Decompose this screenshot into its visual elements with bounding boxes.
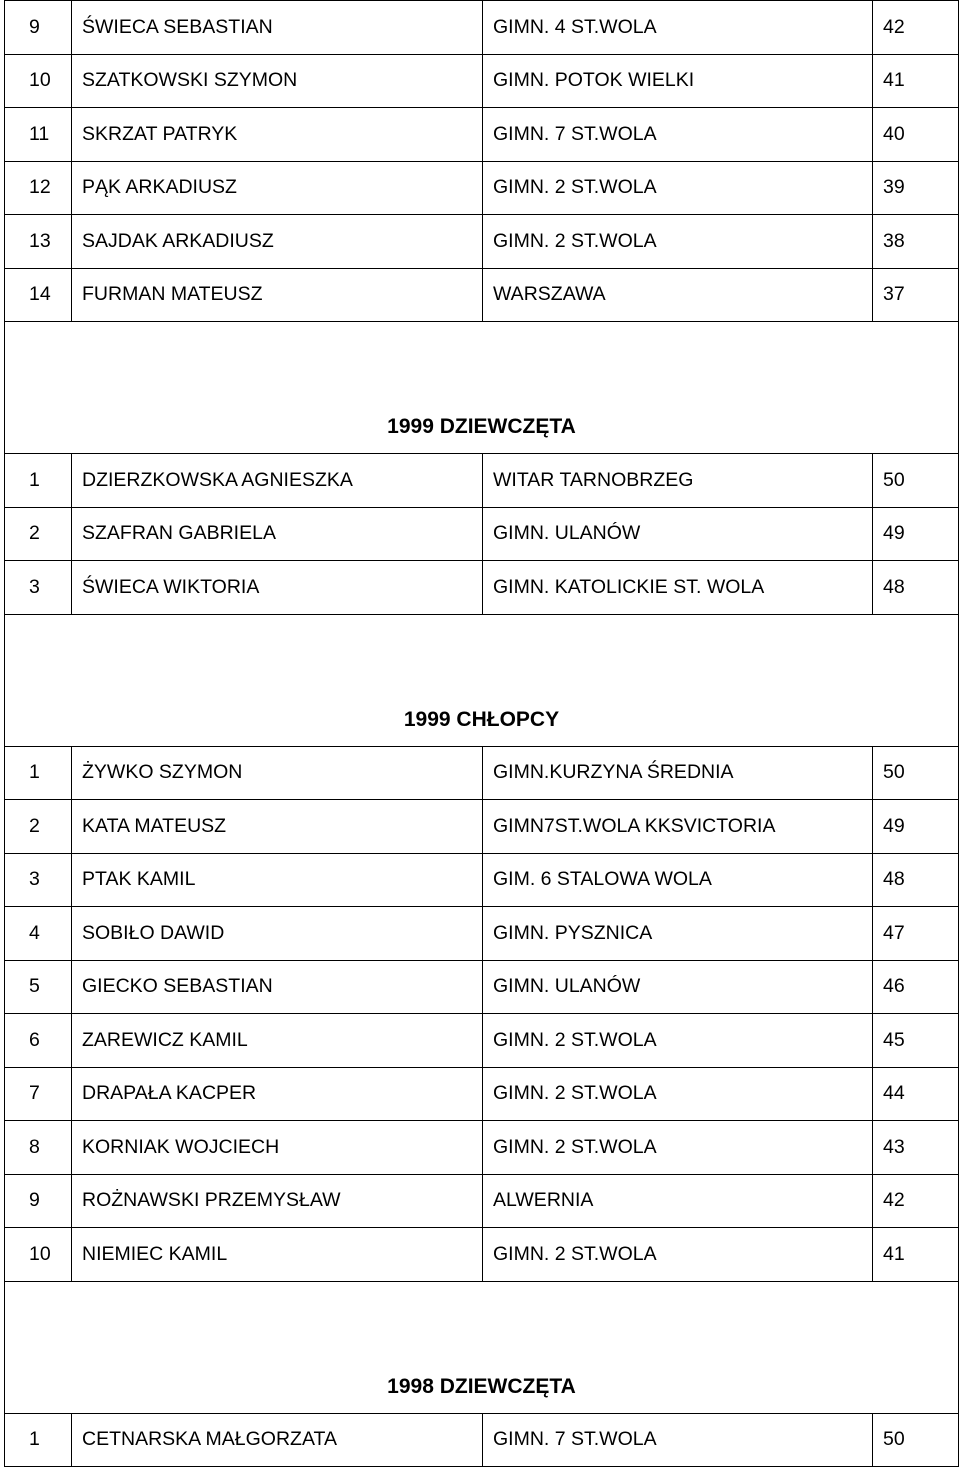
- place-cell: 9: [5, 1, 72, 55]
- table-row: [5, 454, 959, 508]
- name-cell: ŚWIECA SEBASTIAN: [72, 1, 483, 55]
- school-cell: GIMN. 7 ST.WOLA: [483, 108, 873, 162]
- name-cell: PĄK ARKADIUSZ: [72, 161, 483, 215]
- points-cell: 42: [873, 1, 959, 55]
- table-row: [5, 907, 959, 961]
- school-cell: GIMN. 2 ST.WOLA: [483, 215, 873, 269]
- name-cell: SZAFRAN GABRIELA: [72, 507, 483, 561]
- table-row: [5, 960, 959, 1014]
- section-heading: 1999 DZIEWCZĘTA: [5, 322, 959, 454]
- points-cell: 48: [873, 853, 959, 907]
- place-cell: 3: [5, 853, 72, 907]
- name-cell: FURMAN MATEUSZ: [72, 268, 483, 322]
- points-cell: 40: [873, 108, 959, 162]
- table-row: [5, 746, 959, 800]
- school-cell: GIMN. 7 ST.WOLA: [483, 1413, 873, 1467]
- school-cell: GIMN. 2 ST.WOLA: [483, 1228, 873, 1282]
- table-row: [5, 507, 959, 561]
- table-row: [5, 1014, 959, 1068]
- school-cell: GIMN. 2 ST.WOLA: [483, 1067, 873, 1121]
- points-cell: 44: [873, 1067, 959, 1121]
- name-cell: CETNARSKA MAŁGORZATA: [72, 1413, 483, 1467]
- name-cell: SKRZAT PATRYK: [72, 108, 483, 162]
- school-cell: GIMN7ST.WOLA KKSVICTORIA: [483, 800, 873, 854]
- name-cell: KATA MATEUSZ: [72, 800, 483, 854]
- points-cell: 42: [873, 1174, 959, 1228]
- table-row: [5, 1228, 959, 1282]
- place-cell: 4: [5, 907, 72, 961]
- place-cell: 10: [5, 1228, 72, 1282]
- table-row: [5, 800, 959, 854]
- points-cell: 49: [873, 800, 959, 854]
- name-cell: KORNIAK WOJCIECH: [72, 1121, 483, 1175]
- school-cell: GIM. 6 STALOWA WOLA: [483, 853, 873, 907]
- name-cell: GIECKO SEBASTIAN: [72, 960, 483, 1014]
- table-row: [5, 54, 959, 108]
- points-cell: 41: [873, 54, 959, 108]
- school-cell: GIMN. 2 ST.WOLA: [483, 1014, 873, 1068]
- place-cell: 7: [5, 1067, 72, 1121]
- section-heading-row: [5, 322, 959, 454]
- table-row: [5, 561, 959, 615]
- place-cell: 2: [5, 800, 72, 854]
- place-cell: 1: [5, 454, 72, 508]
- points-cell: 43: [873, 1121, 959, 1175]
- place-cell: 6: [5, 1014, 72, 1068]
- points-cell: 50: [873, 1413, 959, 1467]
- table-row: [5, 108, 959, 162]
- name-cell: SAJDAK ARKADIUSZ: [72, 215, 483, 269]
- points-cell: 47: [873, 907, 959, 961]
- school-cell: GIMN. ULANÓW: [483, 960, 873, 1014]
- name-cell: DRAPAŁA KACPER: [72, 1067, 483, 1121]
- name-cell: SOBIŁO DAWID: [72, 907, 483, 961]
- school-cell: GIMN. 4 ST.WOLA: [483, 1, 873, 55]
- points-cell: 48: [873, 561, 959, 615]
- table-row: [5, 161, 959, 215]
- section-heading-row: [5, 614, 959, 746]
- school-cell: ALWERNIA: [483, 1174, 873, 1228]
- name-cell: ŻYWKO SZYMON: [72, 746, 483, 800]
- points-cell: 38: [873, 215, 959, 269]
- name-cell: DZIERZKOWSKA AGNIESZKA: [72, 454, 483, 508]
- place-cell: 8: [5, 1121, 72, 1175]
- table-row: [5, 853, 959, 907]
- section-heading: 1999 CHŁOPCY: [5, 614, 959, 746]
- place-cell: 9: [5, 1174, 72, 1228]
- results-table-body: [5, 1, 959, 1467]
- table-row: [5, 215, 959, 269]
- school-cell: GIMN.KURZYNA ŚREDNIA: [483, 746, 873, 800]
- place-cell: 13: [5, 215, 72, 269]
- points-cell: 50: [873, 746, 959, 800]
- table-row: [5, 1, 959, 55]
- school-cell: GIMN. 2 ST.WOLA: [483, 161, 873, 215]
- table-row: [5, 1413, 959, 1467]
- points-cell: 46: [873, 960, 959, 1014]
- section-heading: 1998 DZIEWCZĘTA: [5, 1281, 959, 1413]
- table-row: [5, 1174, 959, 1228]
- place-cell: 1: [5, 746, 72, 800]
- place-cell: 1: [5, 1413, 72, 1467]
- points-cell: 50: [873, 454, 959, 508]
- section-heading-row: [5, 1281, 959, 1413]
- points-cell: 41: [873, 1228, 959, 1282]
- school-cell: GIMN. ULANÓW: [483, 507, 873, 561]
- name-cell: ŚWIECA WIKTORIA: [72, 561, 483, 615]
- name-cell: ROŻNAWSKI PRZEMYSŁAW: [72, 1174, 483, 1228]
- table-row: [5, 1067, 959, 1121]
- table-row: [5, 1121, 959, 1175]
- name-cell: PTAK KAMIL: [72, 853, 483, 907]
- school-cell: WARSZAWA: [483, 268, 873, 322]
- points-cell: 37: [873, 268, 959, 322]
- points-cell: 39: [873, 161, 959, 215]
- place-cell: 3: [5, 561, 72, 615]
- place-cell: 2: [5, 507, 72, 561]
- place-cell: 12: [5, 161, 72, 215]
- school-cell: GIMN. 2 ST.WOLA: [483, 1121, 873, 1175]
- school-cell: GIMN. POTOK WIELKI: [483, 54, 873, 108]
- school-cell: WITAR TARNOBRZEG: [483, 454, 873, 508]
- name-cell: NIEMIEC KAMIL: [72, 1228, 483, 1282]
- points-cell: 49: [873, 507, 959, 561]
- place-cell: 5: [5, 960, 72, 1014]
- table-row: [5, 268, 959, 322]
- school-cell: GIMN. PYSZNICA: [483, 907, 873, 961]
- name-cell: ZAREWICZ KAMIL: [72, 1014, 483, 1068]
- school-cell: GIMN. KATOLICKIE ST. WOLA: [483, 561, 873, 615]
- place-cell: 10: [5, 54, 72, 108]
- points-cell: 45: [873, 1014, 959, 1068]
- place-cell: 14: [5, 268, 72, 322]
- name-cell: SZATKOWSKI SZYMON: [72, 54, 483, 108]
- place-cell: 11: [5, 108, 72, 162]
- results-table: [4, 0, 959, 1467]
